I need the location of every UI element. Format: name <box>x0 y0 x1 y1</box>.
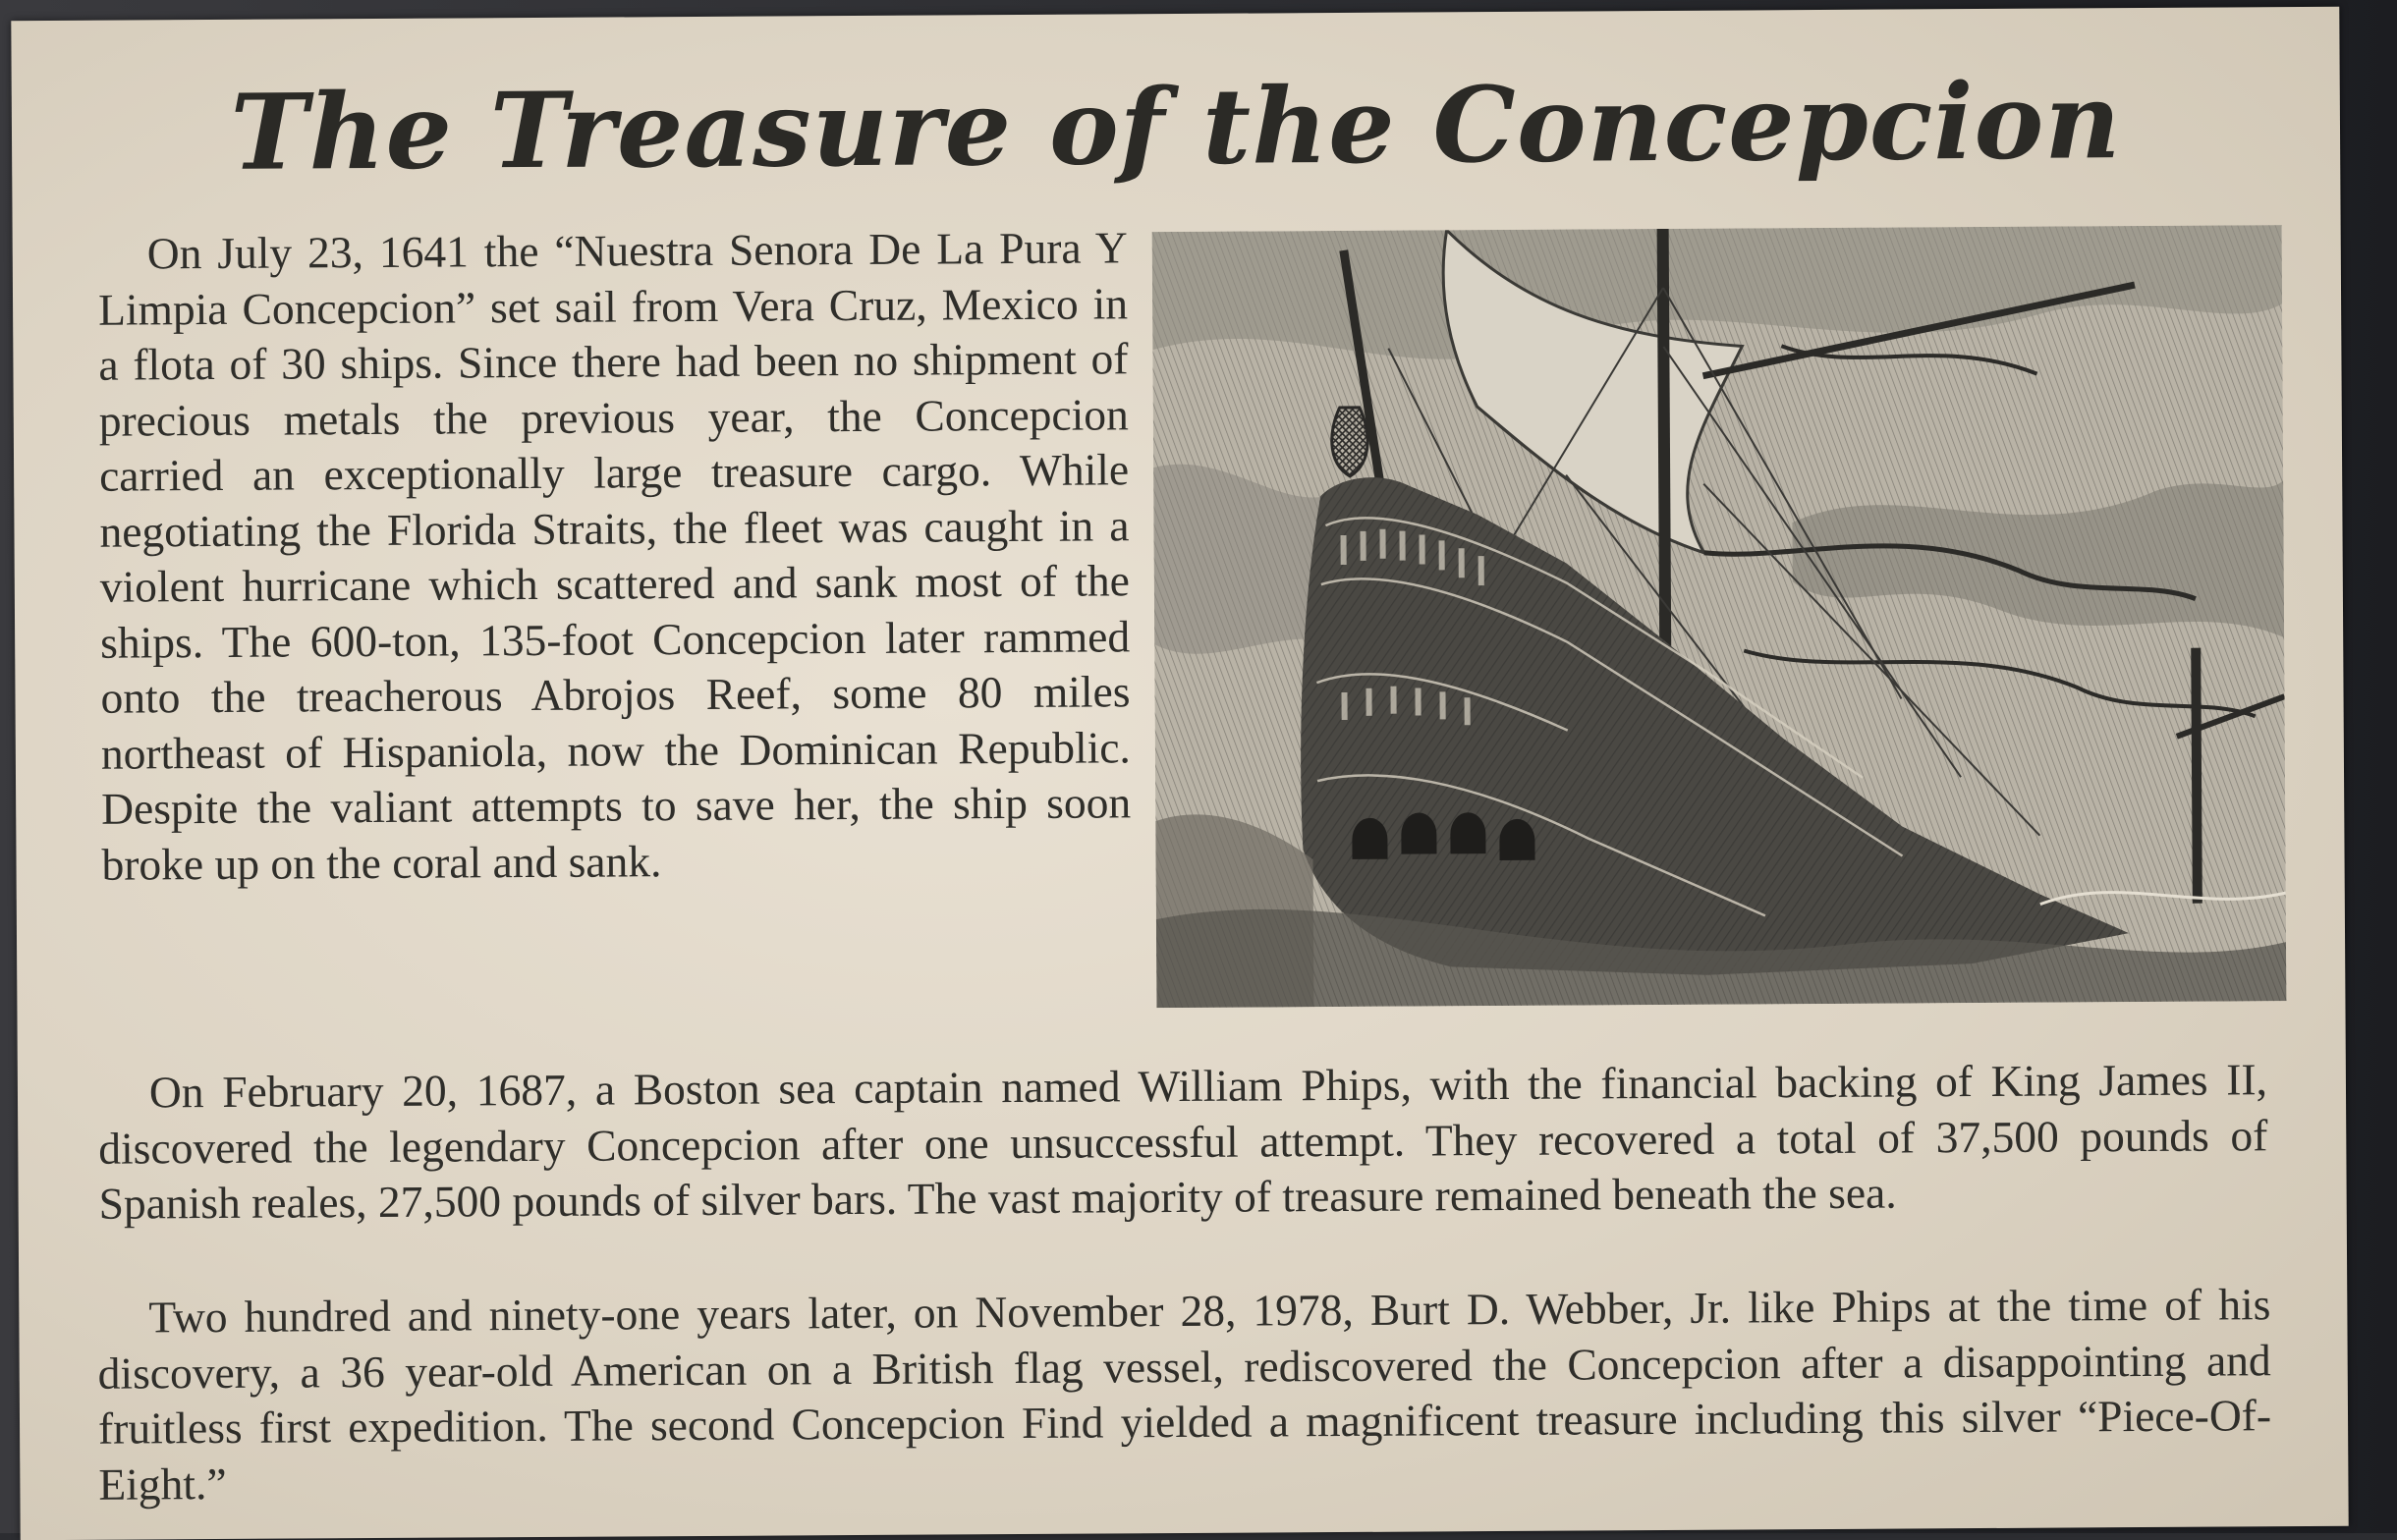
paragraph-1: On July 23, 1641 the “Nuestra Senora De La Pura Y Limpia Concepcion” set sail from Vera Cruz, Mexico in a flota of 30 ships. Since there had been no shipment of precious metals the previous year, the Concepcion carried an exceptionally large treasure cargo. While negotiating the Florida Straits, the fleet was caught in a violent hurricane which scattered and sank most of the ships. The 600-ton, 135-foot Concepcion later rammed onto the treacherous Abrojos Reef, some 80 miles northeast of Hispaniola, now the Dominican Republic. Despite the valiant attempts to save her, the ship soon broke up on the coral and sank. <box>97 222 1132 890</box>
galleon-illustration <box>1152 225 2287 1008</box>
document-title: The Treasure of the Concepcion <box>230 59 2122 193</box>
document-card <box>11 7 2348 1540</box>
paragraph-2: On February 20, 1687, a Boston sea captain named William Phips, with the financial backing of King James II, discovered the legendary Concepcion after one unsuccessful attempt. They recovered a total of 37,500 pounds of Spanish reales, 27,500 pounds of silver bars. The vast majority of treasure remained beneath the sea. <box>98 1054 2268 1229</box>
paragraph-3: Two hundred and ninety-one years later, on November 28, 1978, Burt D. Webber, Jr. like Phips at the time of his discovery, a 36 year-old American on a British flag vessel, rediscovered the Concepcion after a disappointing and fruitless first expedition. The second Concepcion Find yielded a magnificent treasure including this silver “Piece-Of-Eight.” <box>97 1279 2272 1510</box>
